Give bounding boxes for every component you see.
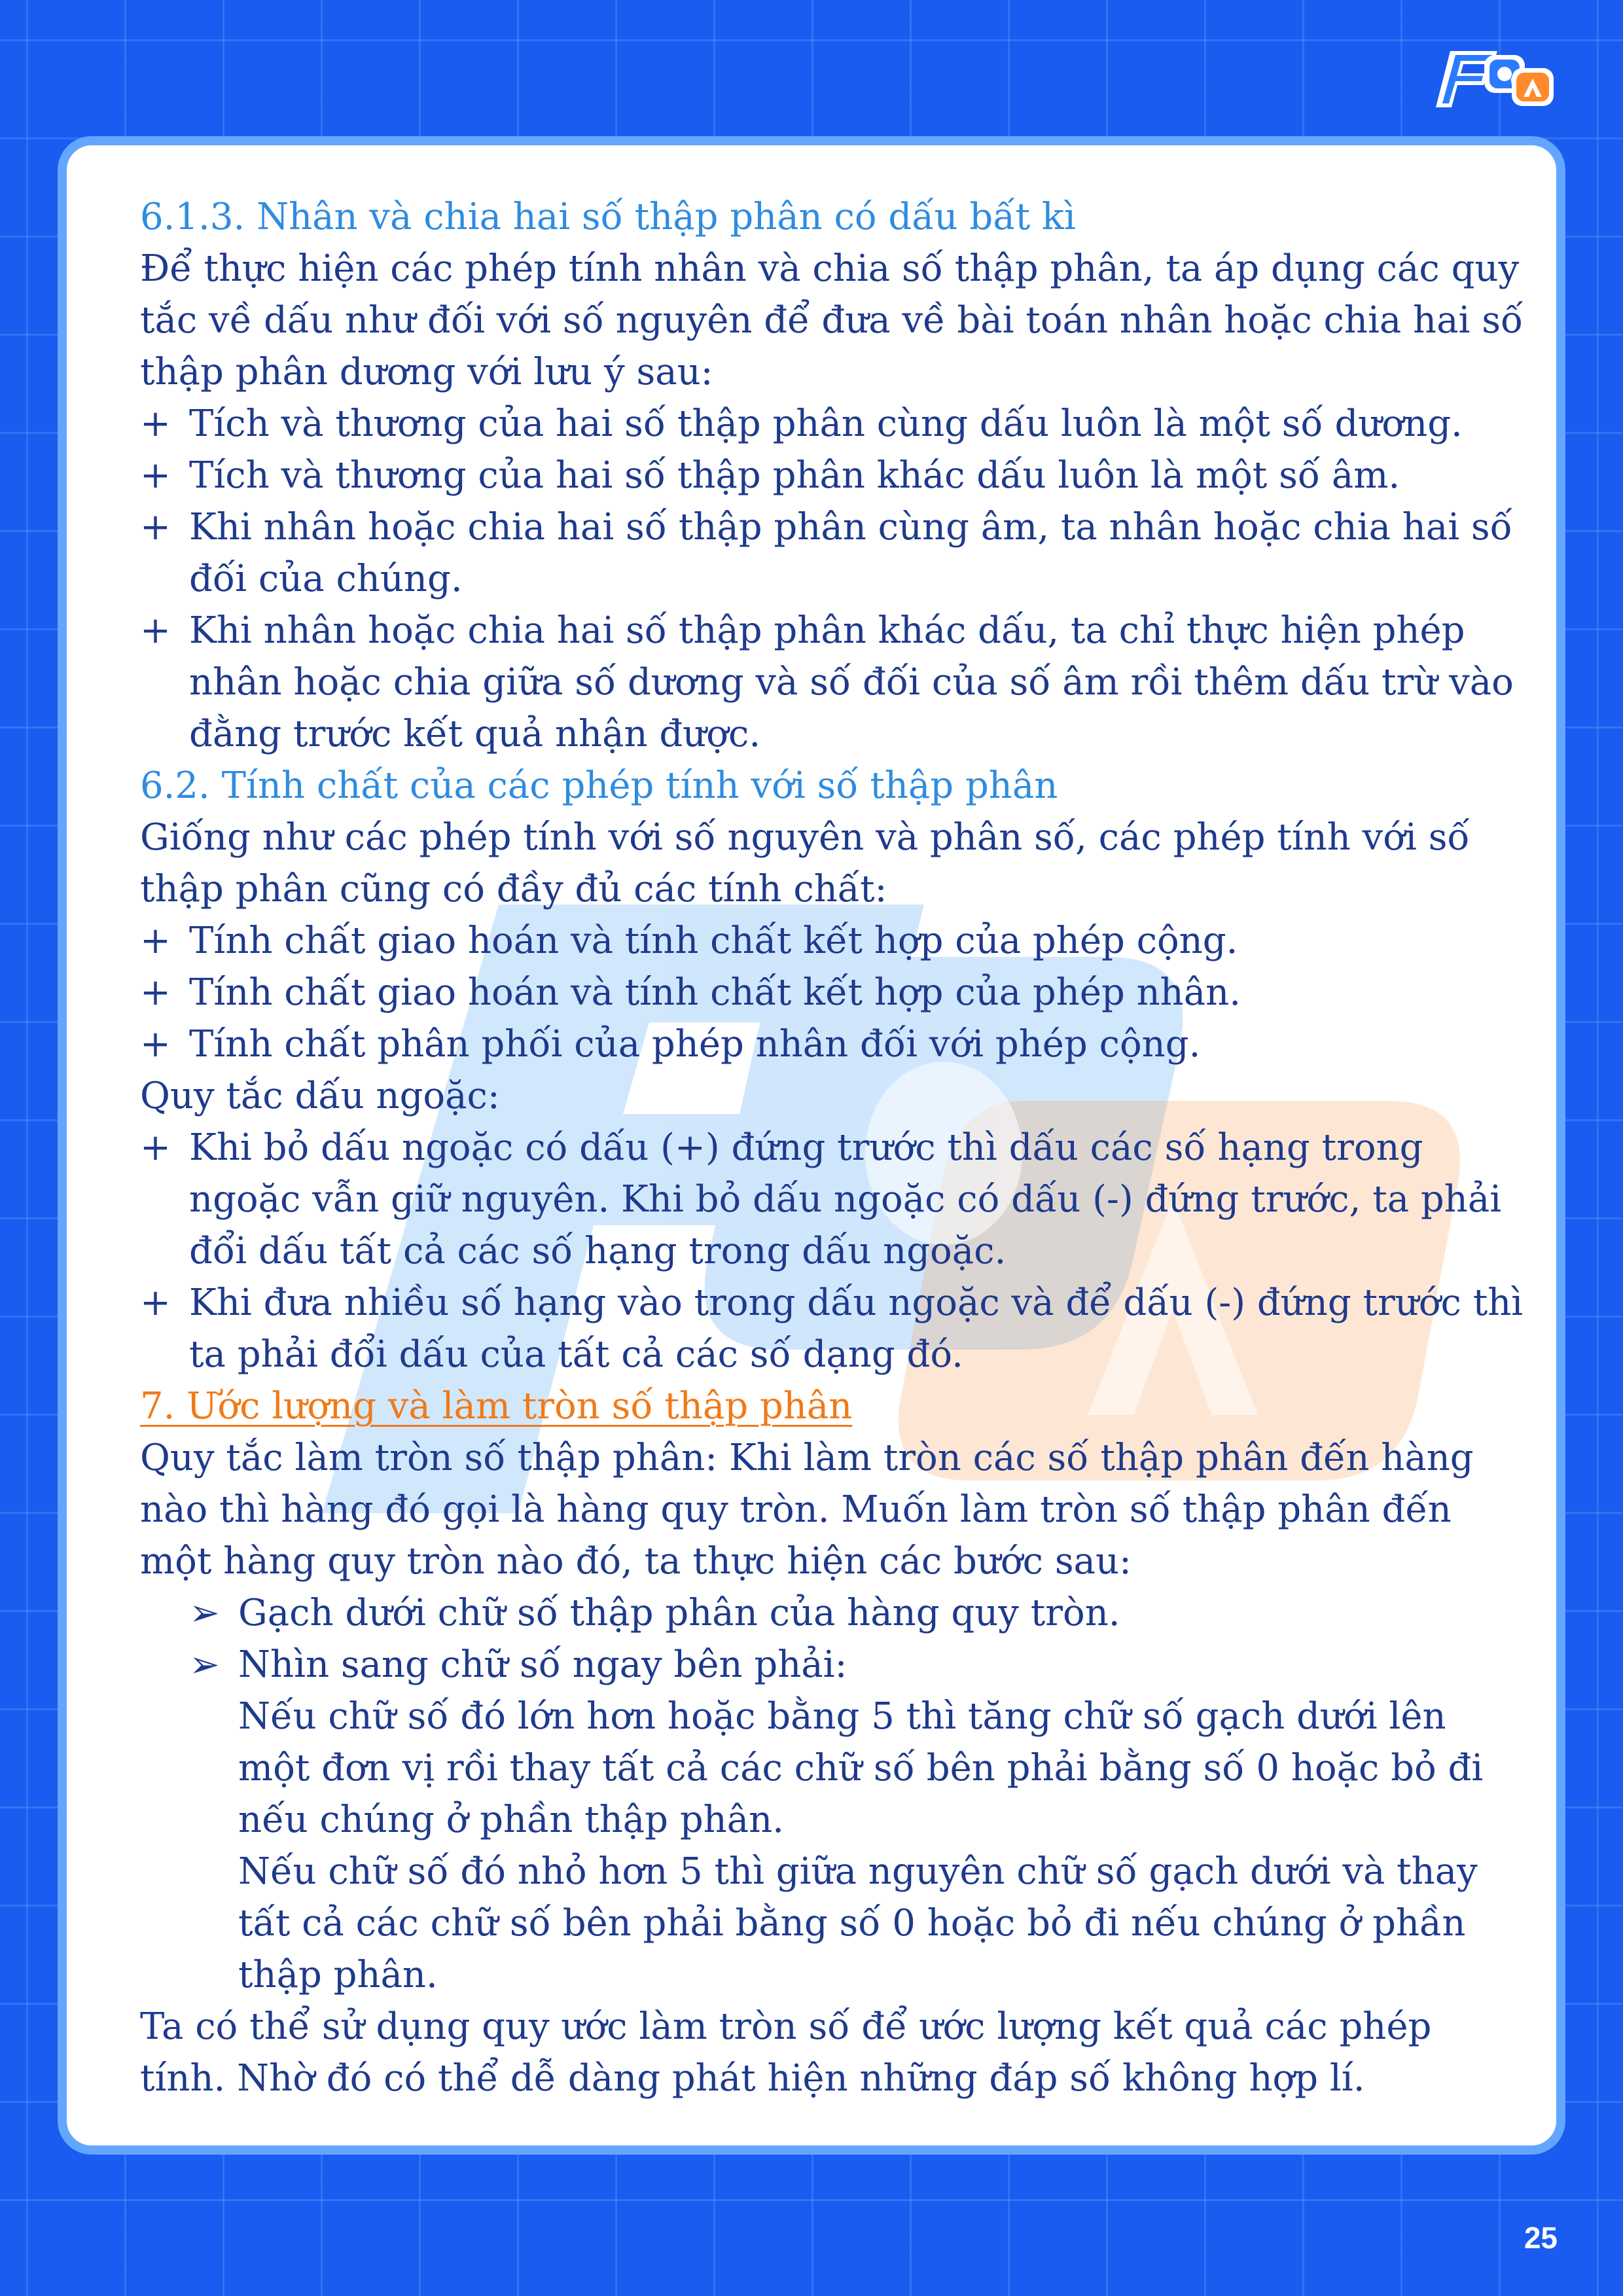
list-item: + Khi đưa nhiều số hạng vào trong dấu ngoặc và để dấu (-) đứng trước thì ta phải đổi dấu của tất cả các số dạng đó.	[140, 1277, 1527, 1380]
plus-marker: +	[140, 506, 171, 548]
paragraph-rounding-rule: Quy tắc làm tròn số thập phân: Khi làm tròn các số thập phân đến hàng nào thì hàng đó gọi là hàng quy tròn. Muốn làm tròn số thập phân đến một hàng quy tròn nào đó, ta thực hiện các bước sau:	[140, 1437, 1474, 1583]
arrow-marker: ➢	[189, 1592, 220, 1634]
plus-marker: +	[140, 1023, 171, 1066]
paragraph-intro-multiply: Để thực hiện các phép tính nhân và chia số thập phân, ta áp dụng các quy tắc về dấu như đối với số nguyên để đưa về bài toán nhân hoặc chia hai số thập phân dương với lưu ý sau:	[140, 247, 1524, 393]
list-item: + Khi bỏ dấu ngoặc có dấu (+) đứng trước thì dấu các số hạng trong ngoặc vẫn giữ nguyên. Khi bỏ dấu ngoặc có dấu (-) đứng trước, ta phải đổi dấu tất cả các số hạng trong dấu ngoặc.	[140, 1122, 1527, 1277]
plus-marker: +	[140, 920, 171, 962]
fqa-logo	[1421, 39, 1565, 118]
plus-marker: +	[140, 971, 171, 1014]
plus-marker: +	[140, 1126, 171, 1169]
plus-marker: +	[140, 1282, 171, 1324]
plus-marker: +	[140, 454, 171, 497]
content-card	[58, 136, 1565, 2155]
arrow-marker: ➢	[189, 1643, 220, 1686]
paragraph-bracket-rule: Quy tắc dấu ngoặc:	[140, 1075, 500, 1117]
step-detail: Nếu chữ số đó nhỏ hơn 5 thì giữa nguyên chữ số gạch dưới và thay tất cả các chữ số bên phải bằng số 0 hoặc bỏ đi nếu chúng ở phần thập phân.	[238, 1850, 1478, 1996]
list-item: + Khi nhân hoặc chia hai số thập phân khác dấu, ta chỉ thực hiện phép nhân hoặc chia giữa số dương và số đối của số âm rồi thêm dấu trừ vào đằng trước kết quả nhận được.	[140, 605, 1527, 760]
list-item: + Tích và thương của hai số thập phân khác dấu luôn là một số âm.	[140, 450, 1527, 501]
plus-marker: +	[140, 403, 171, 445]
page-number: 25	[1524, 2221, 1558, 2255]
list-item: + Tính chất phân phối của phép nhân đối với phép cộng.	[140, 1018, 1527, 1070]
paragraph-estimation: Ta có thể sử dụng quy ước làm tròn số để ước lượng kết quả các phép tính. Nhờ đó có thể dễ dàng phát hiện những đáp số không hợp lí.	[140, 2005, 1432, 2100]
plus-marker: +	[140, 609, 171, 652]
content	[140, 191, 1527, 2104]
heading-6-2: 6.2. Tính chất của các phép tính với số thập phân	[140, 764, 1058, 807]
step-detail: Nếu chữ số đó lớn hơn hoặc bằng 5 thì tăng chữ số gạch dưới lên một đơn vị rồi thay tất cả các chữ số bên phải bằng số 0 hoặc bỏ đi nếu chúng ở phần thập phân.	[238, 1695, 1484, 1841]
paragraph-properties: Giống như các phép tính với số nguyên và phân số, các phép tính với số thập phân cũng có đầy đủ các tính chất:	[140, 816, 1470, 910]
step-item: ➢ Gạch dưới chữ số thập phân của hàng quy tròn.	[140, 1587, 1527, 1639]
list-item: + Khi nhân hoặc chia hai số thập phân cùng âm, ta nhân hoặc chia hai số đối của chúng.	[140, 501, 1527, 605]
list-item: + Tính chất giao hoán và tính chất kết hợp của phép cộng.	[140, 915, 1527, 967]
step-item: ➢ Nhìn sang chữ số ngay bên phải:	[140, 1639, 1527, 1691]
list-item: + Tính chất giao hoán và tính chất kết hợp của phép nhân.	[140, 967, 1527, 1018]
list-item: + Tích và thương của hai số thập phân cùng dấu luôn là một số dương.	[140, 398, 1527, 450]
heading-7: 7. Ước lượng và làm tròn số thập phân	[140, 1385, 853, 1427]
heading-6-1-3: 6.1.3. Nhân và chia hai số thập phân có dấu bất kì	[140, 196, 1076, 238]
